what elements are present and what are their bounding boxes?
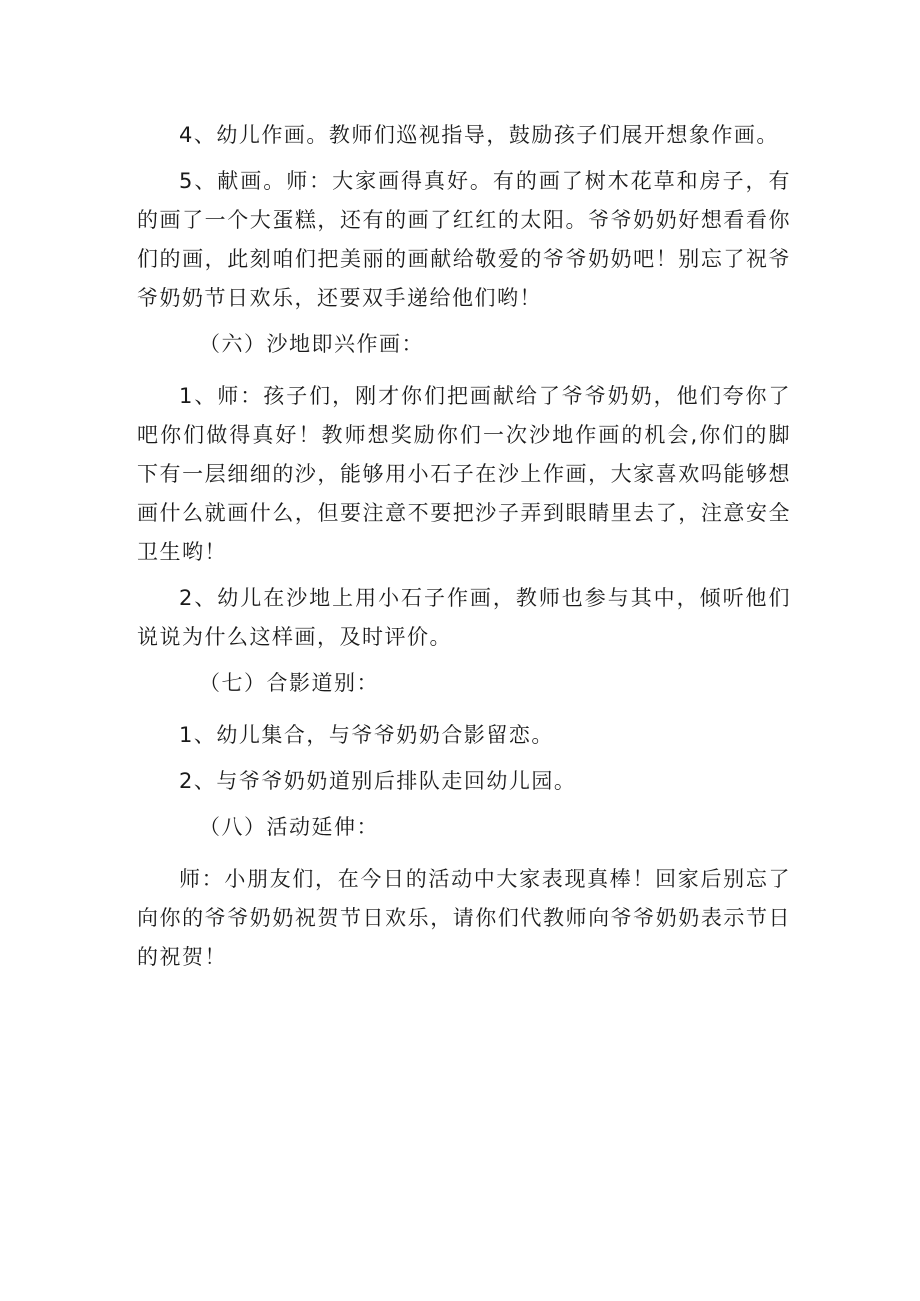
step-5-present-drawings: 5、献画。师：大家画得真好。有的画了树木花草和房子，有的画了一个大蛋糕，还有的画了红红的太阳。爷爷奶奶好想看看你们的画，此刻咱们把美丽的画献给敬爱的爷爷奶奶吧！别忘了祝爷爷奶奶节日欢乐，还要双手递给他们哟！ bbox=[137, 169, 791, 310]
section-heading-sand-drawing: （六）沙地即兴作画： bbox=[199, 332, 424, 356]
farewell-step-2: 2、与爷爷奶奶道别后排队走回幼儿园。 bbox=[179, 769, 577, 793]
closing-paragraph: 师：小朋友们，在今日的活动中大家表现真棒！回家后别忘了向你的爷爷奶奶祝贺节日欢乐，请你们代教师向爷爷奶奶表示节日的祝贺！ bbox=[137, 867, 791, 969]
step-4-drawing: 4、幼儿作画。教师们巡视指导，鼓励孩子们展开想象作画。 bbox=[179, 123, 779, 147]
farewell-step-1: 1、幼儿集合，与爷爷奶奶合影留恋。 bbox=[179, 723, 554, 747]
sand-step-1: 1、师：孩子们，刚才你们把画献给了爷爷奶奶，他们夸你了吧你们做得真好！教师想奖励你们一次沙地作画的机会,你们的脚下有一层细细的沙，能够用小石子在沙上作画，大家喜欢吗能够想画什么就画什么，但要注意不要把沙子弄到眼睛里去了，注意安全卫生哟！ bbox=[137, 384, 791, 564]
section-heading-extension: （八）活动延伸： bbox=[199, 815, 379, 839]
sand-step-2: 2、幼儿在沙地上用小石子作画，教师也参与其中，倾听他们说说为什么这样画，及时评价。 bbox=[137, 586, 791, 649]
section-heading-photo-farewell: （七）合影道别： bbox=[199, 671, 379, 695]
document-body bbox=[137, 116, 791, 977]
